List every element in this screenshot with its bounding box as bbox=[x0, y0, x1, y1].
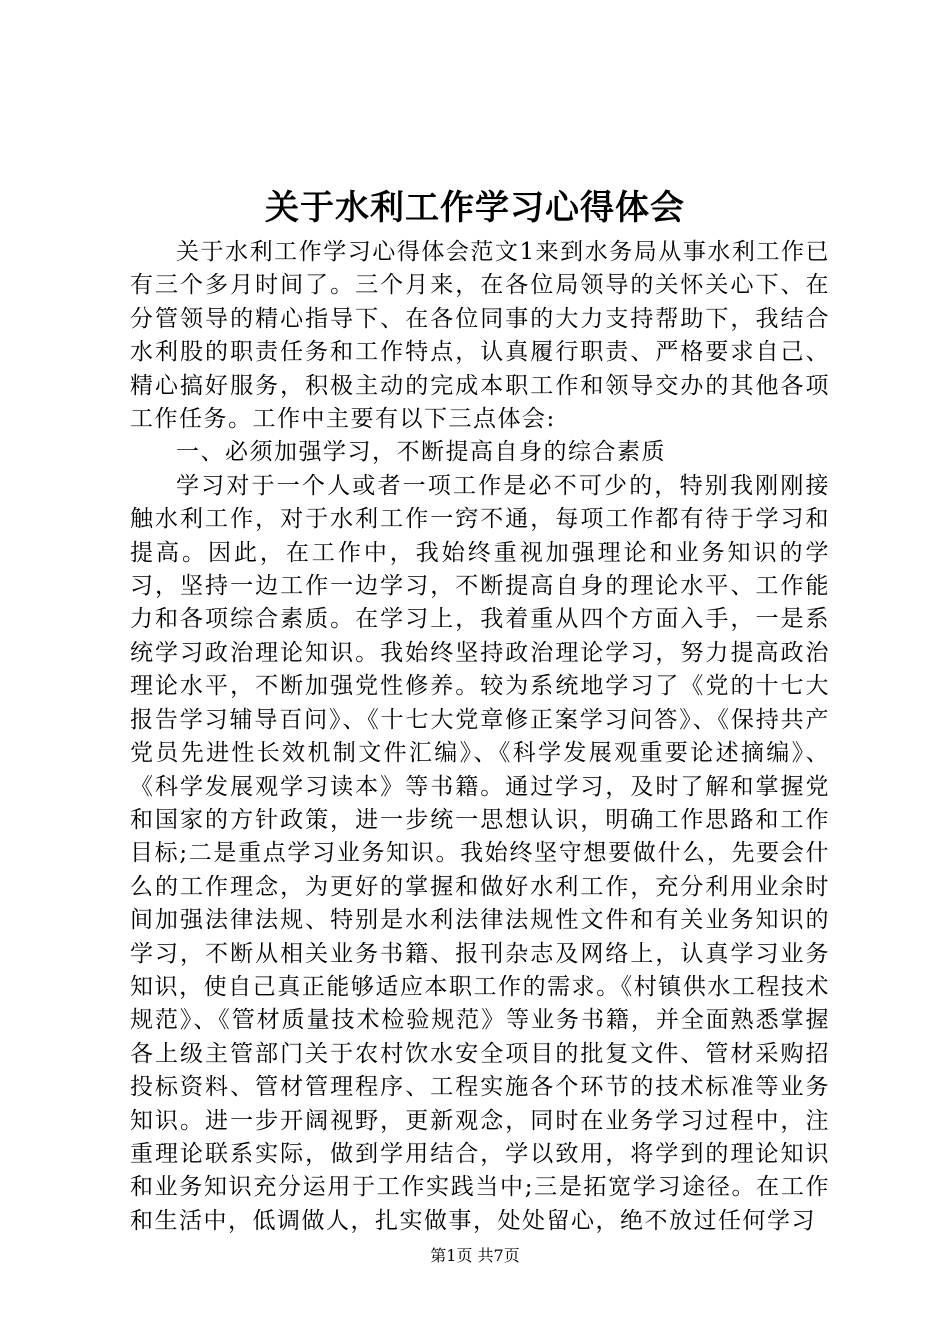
body-paragraph: 学习对于一个人或者一项工作是必不可少的，特别我刚刚接触水利工作，对于水利工作一窍不通，每项工作都有待于学习和提高。因此，在工作中，我始终重视加强理论和业务知识的学习，坚持一边工作一边学习，不断提高自身的理论水平、工作能力和各项综合素质。在学习上，我着重从四个方面入手，一是系统学习政治理论知识。我始终坚持政治理论学习，努力提高政治理论水平，不断加强党性修养。较为系统地学习了《党的十七大报告学习辅导百问》、《十七大党章修正案学习问答》、《保持共产党员先进性长效机制文件汇编》、《科学发展观重要论述摘编》、《科学发展观学习读本》等书籍。通过学习，及时了解和掌握党和国家的方针政策，进一步统一思想认识，明确工作思路和工作目标;二是重点学习业务知识。我始终坚守想要做什么，先要会什么的工作理念，为更好的掌握和做好水利工作，充分利用业余时间加强法律法规、特别是水利法律法规性文件和有关业务知识的学习，不断从相关业务书籍、报刊杂志及网络上，认真学习业务知识，使自己真正能够适应本职工作的需求。《村镇供水工程技术规范》、《管材质量技术检验规范》等业务书籍，并全面熟悉掌握各上级主管部门关于农村饮水安全项目的批复文件、管材采购招投标资料、管材管理程序、工程实施各个环节的技术标准等业务知识。进一步开阔视野，更新观念，同时在业务学习过程中，注重理论联系实际，做到学用结合，学以致用，将学到的理论知识和业务知识充分运用于工作实践当中;三是拓宽学习途径。在工作和生活中，低调做人，扎实做事，处处留心，绝不放过任何学习 bbox=[130, 472, 830, 1234]
intro-paragraph: 关于水利工作学习心得体会范文1来到水务局从事水利工作已有三个多月时间了。三个月来，在各位局领导的关怀关心下、在分管领导的精心指导下、在各位同事的大力支持帮助下，我结合水利股的职责任务和工作特点，认真履行职责、严格要求自己、精心搞好服务，积极主动的完成本职工作和领导交办的其他各项工作任务。工作中主要有以下三点体会: bbox=[130, 239, 830, 433]
section-heading-1: 一、必须加强学习，不断提高自身的综合素质 bbox=[176, 439, 666, 466]
page-footer: 第1页 共7页 bbox=[430, 1246, 520, 1265]
document-title: 关于水利工作学习心得体会 bbox=[265, 188, 685, 228]
document-body bbox=[130, 236, 830, 1238]
